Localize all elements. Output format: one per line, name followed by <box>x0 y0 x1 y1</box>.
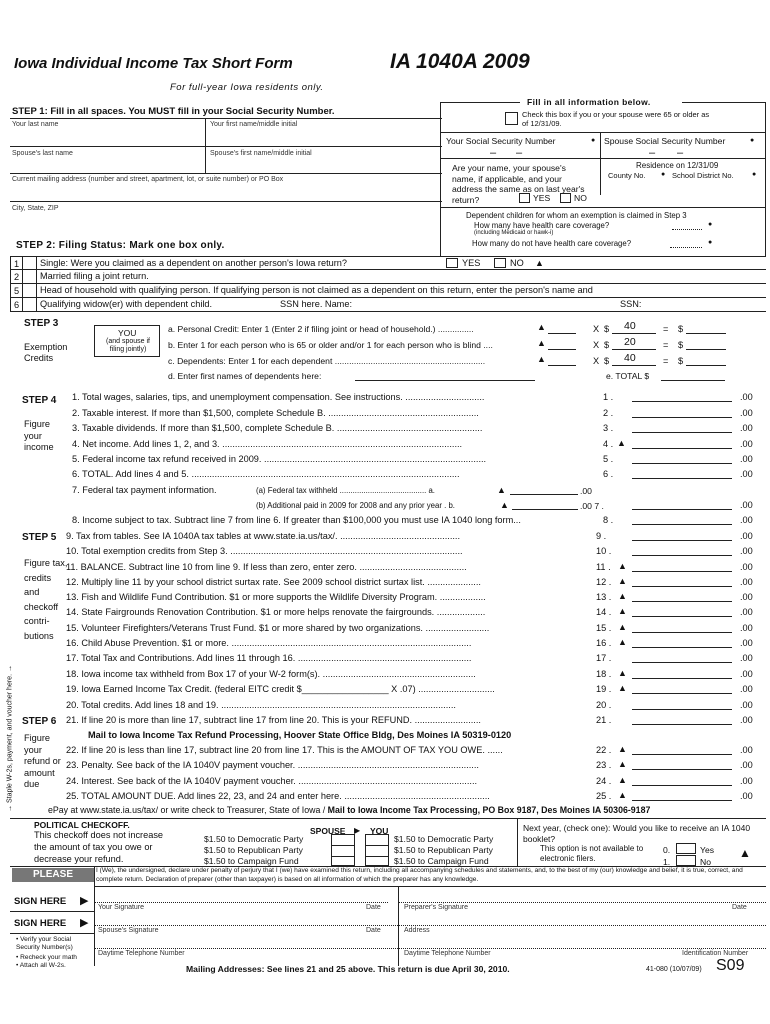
refund-mail-address: Mail to Iowa Income Tax Refund Processing, Hoover State Office Bldg, Des Moines IA 50319-0120 <box>88 730 512 740</box>
step2-heading: STEP 2: Filing Status: Mark one box only. <box>16 240 225 251</box>
line-23-field[interactable] <box>632 769 732 770</box>
spouse-last-label: Spouse's last name <box>12 150 73 157</box>
line-22-field[interactable] <box>632 754 732 755</box>
line-22-number: 22 . <box>596 745 612 755</box>
spouse-first-label: Spouse's first name/middle initial <box>210 150 312 157</box>
due-mail-address: Mail to Iowa Income Tax Processing, PO Box 9187, Des Moines IA 50306-9187 <box>327 805 651 815</box>
personal-credit: a. Personal Credit: Enter 1 (Enter 2 if filing joint or head of household.) ............... <box>168 324 474 334</box>
line-13-number: 13 . <box>596 592 612 602</box>
dependent-title: Dependent children for whom an exemption is claimed in Step 3 <box>466 211 687 220</box>
line-15-field[interactable] <box>632 632 732 633</box>
step3-label: STEP 3 <box>24 318 59 329</box>
line-12-field[interactable] <box>632 586 732 587</box>
spouse-ssn-label: Spouse Social Security Number <box>604 136 726 146</box>
dependent-credit: c. Dependents: Enter 1 for each dependent ............................................................... <box>168 356 486 366</box>
exemption-total: e. TOTAL $ <box>606 371 650 381</box>
line-17-number: 17 . <box>596 653 612 663</box>
booklet-yes-box[interactable] <box>676 843 696 854</box>
your-signature-label: Your Signature <box>98 904 145 911</box>
preparer-phone-label: Daytime Telephone Number <box>404 950 491 957</box>
you-checkoff-box[interactable] <box>365 834 389 866</box>
staple-note: → Staple W-2s, payment, and voucher here. → <box>6 665 14 812</box>
line-13-field[interactable] <box>632 601 732 602</box>
spouse-checkoff-box[interactable] <box>331 834 355 866</box>
age-check-text: Check this box if you or your spouse were 65 or older as of 12/31/09. <box>522 110 710 128</box>
last-name-label: Your last name <box>12 121 59 128</box>
age-checkbox[interactable] <box>505 112 518 125</box>
line-20-field[interactable] <box>632 709 732 710</box>
first-name-label: Your first name/middle initial <box>210 121 298 128</box>
dependent-yes-box[interactable] <box>446 258 458 268</box>
step5-label: STEP 5 <box>22 532 57 543</box>
line-9-number: 9 . <box>596 531 607 541</box>
line-24-field[interactable] <box>632 785 732 786</box>
form-title: Iowa Individual Income Tax Short Form <box>14 55 293 72</box>
sign-here-1: SIGN HERE <box>14 896 67 907</box>
line-12-number: 12 . <box>596 577 612 587</box>
id-number-label: Identification Number <box>682 950 749 957</box>
status-single[interactable]: Single: Were you claimed as a dependent on another person's Iowa return? <box>40 258 348 268</box>
line-20-number: 20 . <box>596 700 612 710</box>
line-11-number: 11 . <box>596 562 611 572</box>
line-18-field[interactable] <box>632 678 732 679</box>
form-code: 41-080 (10/07/09) <box>646 966 702 973</box>
status-widow[interactable]: Qualifying widow(er) with dependent child. <box>40 299 213 309</box>
mailing-note: Mailing Addresses: See lines 21 and 25 above. This return is due April 30, 2010. <box>186 964 510 974</box>
name-same-yes-box[interactable] <box>519 193 530 203</box>
status-married-joint[interactable]: Married filing a joint return. <box>40 271 149 281</box>
line-17-field[interactable] <box>632 662 732 663</box>
preparer-address-label: Address <box>404 927 430 934</box>
form-id-s09: S09 <box>716 957 745 974</box>
line-9-field[interactable] <box>632 540 732 541</box>
checkoff-title: POLITICAL CHECKOFF. <box>34 820 130 830</box>
line-19-field[interactable] <box>632 693 732 694</box>
status-head-household[interactable]: Head of household with qualifying person. If qualifying person is not claimed as a dependent on this return, enter the person's name and <box>40 285 593 295</box>
info-legend: Fill in all information below. <box>524 97 654 107</box>
line-14-field[interactable] <box>632 616 732 617</box>
preparer-signature-label: Preparer's Signature <box>404 904 468 911</box>
spouse-signature-label: Spouse's Signature <box>98 927 159 934</box>
line-19-number: 19 . <box>596 684 612 694</box>
name-same-no-box[interactable] <box>560 193 571 203</box>
step6-label: STEP 6 <box>22 716 57 727</box>
address-label: Current mailing address (number and street, apartment, lot, or suite number) or PO Box <box>12 176 284 183</box>
step1-heading: STEP 1: Fill in all spaces. You MUST fill in your Social Security Number. <box>12 106 335 117</box>
line-21-field[interactable] <box>632 724 732 725</box>
booklet-question: Next year, (check one): Would you like to receive an IA 1040 booklet? <box>523 823 751 844</box>
line-25-number: 25 . <box>596 791 612 801</box>
city-label: City, State, ZIP <box>12 205 59 212</box>
daytime-phone-label: Daytime Telephone Number <box>98 950 185 957</box>
line-16-field[interactable] <box>632 647 732 648</box>
line-21-number: 21 . <box>596 715 612 725</box>
line-10-number: 10 . <box>596 546 612 556</box>
step4-label: STEP 4 <box>22 395 57 406</box>
epay-text: ePay at www.state.ia.us/tax/ or write check to Treasurer, State of Iowa / <box>48 805 328 815</box>
sign-here-2: SIGN HERE <box>14 918 67 929</box>
your-ssn-label: Your Social Security Number <box>446 136 556 146</box>
line-10-field[interactable] <box>632 555 732 556</box>
form-number: IA 1040A 2009 <box>390 50 530 73</box>
declaration: I (We), the undersigned, declare under penalty of perjury that I (we) have examined this return, including all accompanying schedules and statements, and, to the best of my (our) knowledge and belief, it is true, correct, and complete return. Declaration of preparer (other than taxpayer) is based on all information of which the preparer has any knowledge. <box>96 867 743 883</box>
residence-label: Residence on 12/31/09 <box>636 161 719 170</box>
age-blind-credit: b. Enter 1 for each person who is 65 or older and/or 1 for each person who is blind .... <box>168 340 493 350</box>
booklet-no-box[interactable] <box>676 855 696 866</box>
line-23-number: 23 . <box>596 760 612 770</box>
line-18-number: 18 . <box>596 669 612 679</box>
please-banner: PLEASE <box>12 868 94 882</box>
dependent-no-box[interactable] <box>494 258 506 268</box>
form-subtitle: For full-year Iowa residents only. <box>170 82 324 93</box>
line-16-number: 16 . <box>596 638 612 648</box>
name-same-question: Are your name, your spouse's name, if applicable, and your address the same as on last year's return? <box>452 163 585 205</box>
line-11-field[interactable] <box>632 571 732 572</box>
line-14-number: 14 . <box>596 607 612 617</box>
line-15-number: 15 . <box>596 623 612 633</box>
line-24-number: 24 . <box>596 776 612 786</box>
line-25-field[interactable] <box>632 800 732 801</box>
